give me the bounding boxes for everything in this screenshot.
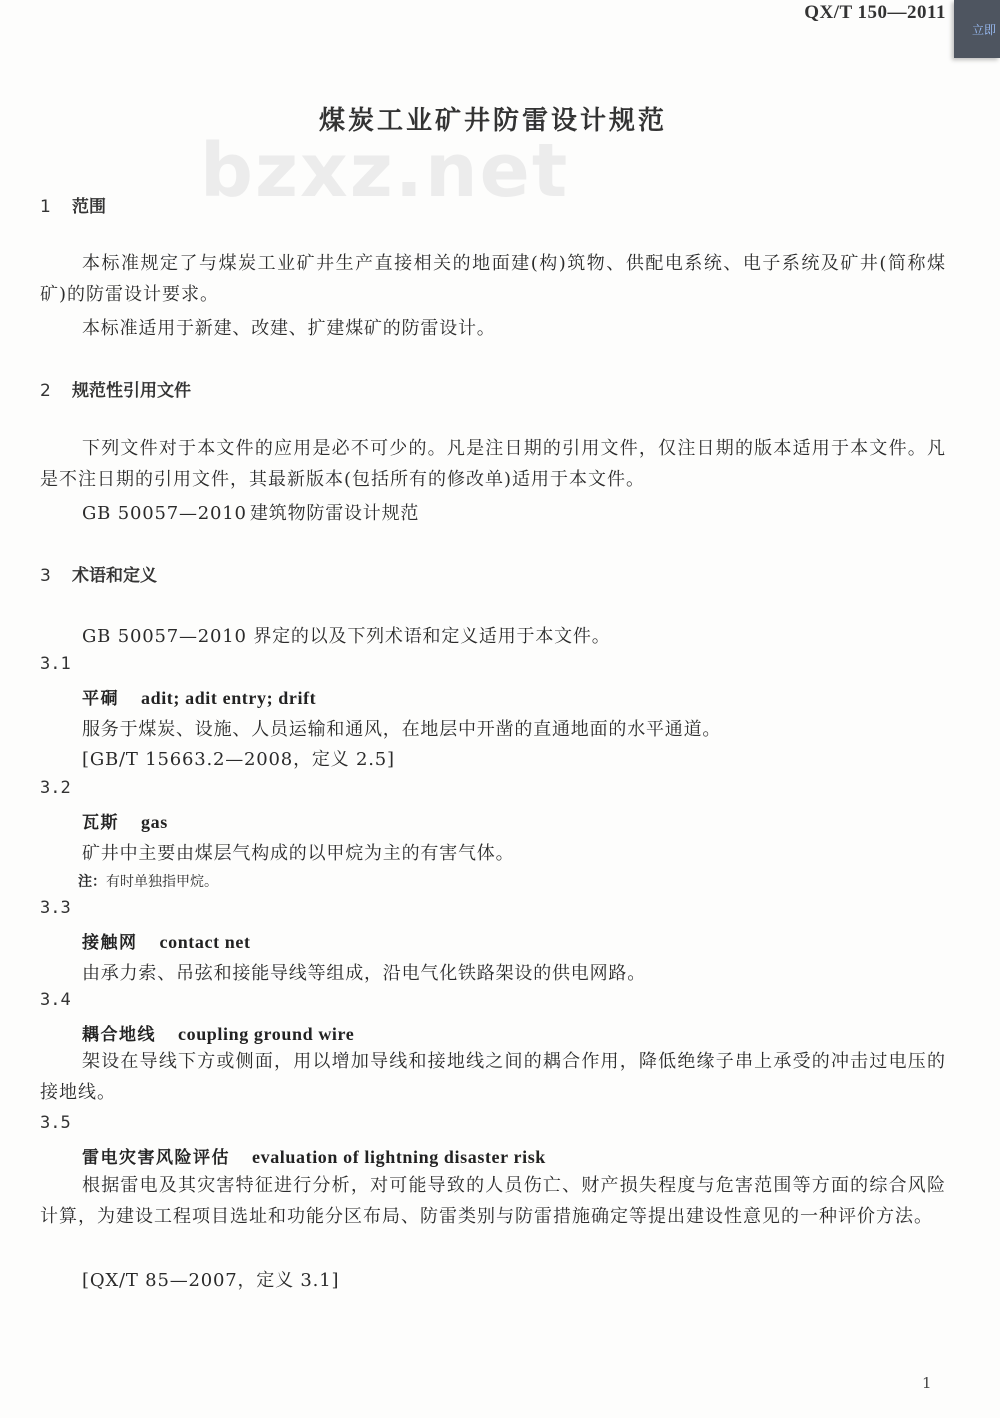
term-source: [GB/T 15663.2—2008，定义 2.5]	[82, 749, 395, 770]
term-heading: 平硐 adit; adit entry; drift	[82, 688, 317, 709]
term-note: 注：有时单独指甲烷。	[78, 874, 218, 890]
term-number: 3.1	[40, 654, 71, 674]
term-number: 3.5	[40, 1113, 71, 1133]
term-heading: 接触网 contact net	[82, 932, 251, 953]
section-3-heading: 3 术语和定义	[40, 566, 157, 586]
section-3-intro: GB 50057—2010 界定的以及下列术语和定义适用于本文件。	[82, 626, 611, 647]
document-title: 煤炭工业矿井防雷设计规范	[318, 106, 667, 136]
side-action-button[interactable]: 立即	[954, 0, 1000, 58]
section-1-heading: 1 范围	[40, 197, 106, 217]
term-source: [QX/T 85—2007，定义 3.1]	[82, 1270, 340, 1291]
standard-code: QX/T 150—2011	[804, 2, 946, 23]
term-definition: 矿井中主要由煤层气构成的以甲烷为主的有害气体。	[82, 843, 515, 864]
term-heading: 雷电灾害风险评估 evaluation of lightning disaster risk	[82, 1147, 546, 1168]
term-heading: 耦合地线 coupling ground wire	[82, 1024, 355, 1045]
section-2-paragraph-1: 下列文件对于本文件的应用是必不可少的。凡是注日期的引用文件，仅注日期的版本适用于本文件。凡是不注日期的引用文件，其最新版本(包括所有的修改单)适用于本文件。	[40, 438, 946, 490]
term-number: 3.2	[40, 778, 71, 798]
term-definition: 服务于煤炭、设施、人员运输和通风，在地层中开凿的直通地面的水平通道。	[82, 719, 722, 740]
section-1-paragraph-1: 本标准规定了与煤炭工业矿井生产直接相关的地面建(构)筑物、供配电系统、电子系统及矿井(简称煤矿)的防雷设计要求。	[40, 253, 946, 305]
section-1-paragraph-2: 本标准适用于新建、改建、扩建煤矿的防雷设计。	[82, 318, 496, 339]
page-number: 1	[922, 1374, 932, 1392]
section-2-heading: 2 规范性引用文件	[40, 381, 191, 401]
term-definition: 由承力索、吊弦和接能导线等组成，沿电气化铁路架设的供电网路。	[82, 963, 646, 984]
term-number: 3.3	[40, 898, 71, 918]
watermark: bzxz.net	[200, 128, 570, 214]
term-heading: 瓦斯 gas	[82, 812, 168, 833]
normative-reference: GB 50057—2010 建筑物防雷设计规范	[82, 503, 420, 524]
term-number: 3.4	[40, 990, 71, 1010]
term-definition: 架设在导线下方或侧面，用以增加导线和接地线之间的耦合作用，降低绝缘子串上承受的冲击过电压的接地线。	[40, 1051, 946, 1103]
term-definition: 根据雷电及其灾害特征进行分析，对可能导致的人员伤亡、财产损失程度与危害范围等方面的综合风险计算，为建设工程项目选址和功能分区布局、防雷类别与防雷措施确定等提出建设性意见的一种评价方法。	[40, 1175, 946, 1227]
